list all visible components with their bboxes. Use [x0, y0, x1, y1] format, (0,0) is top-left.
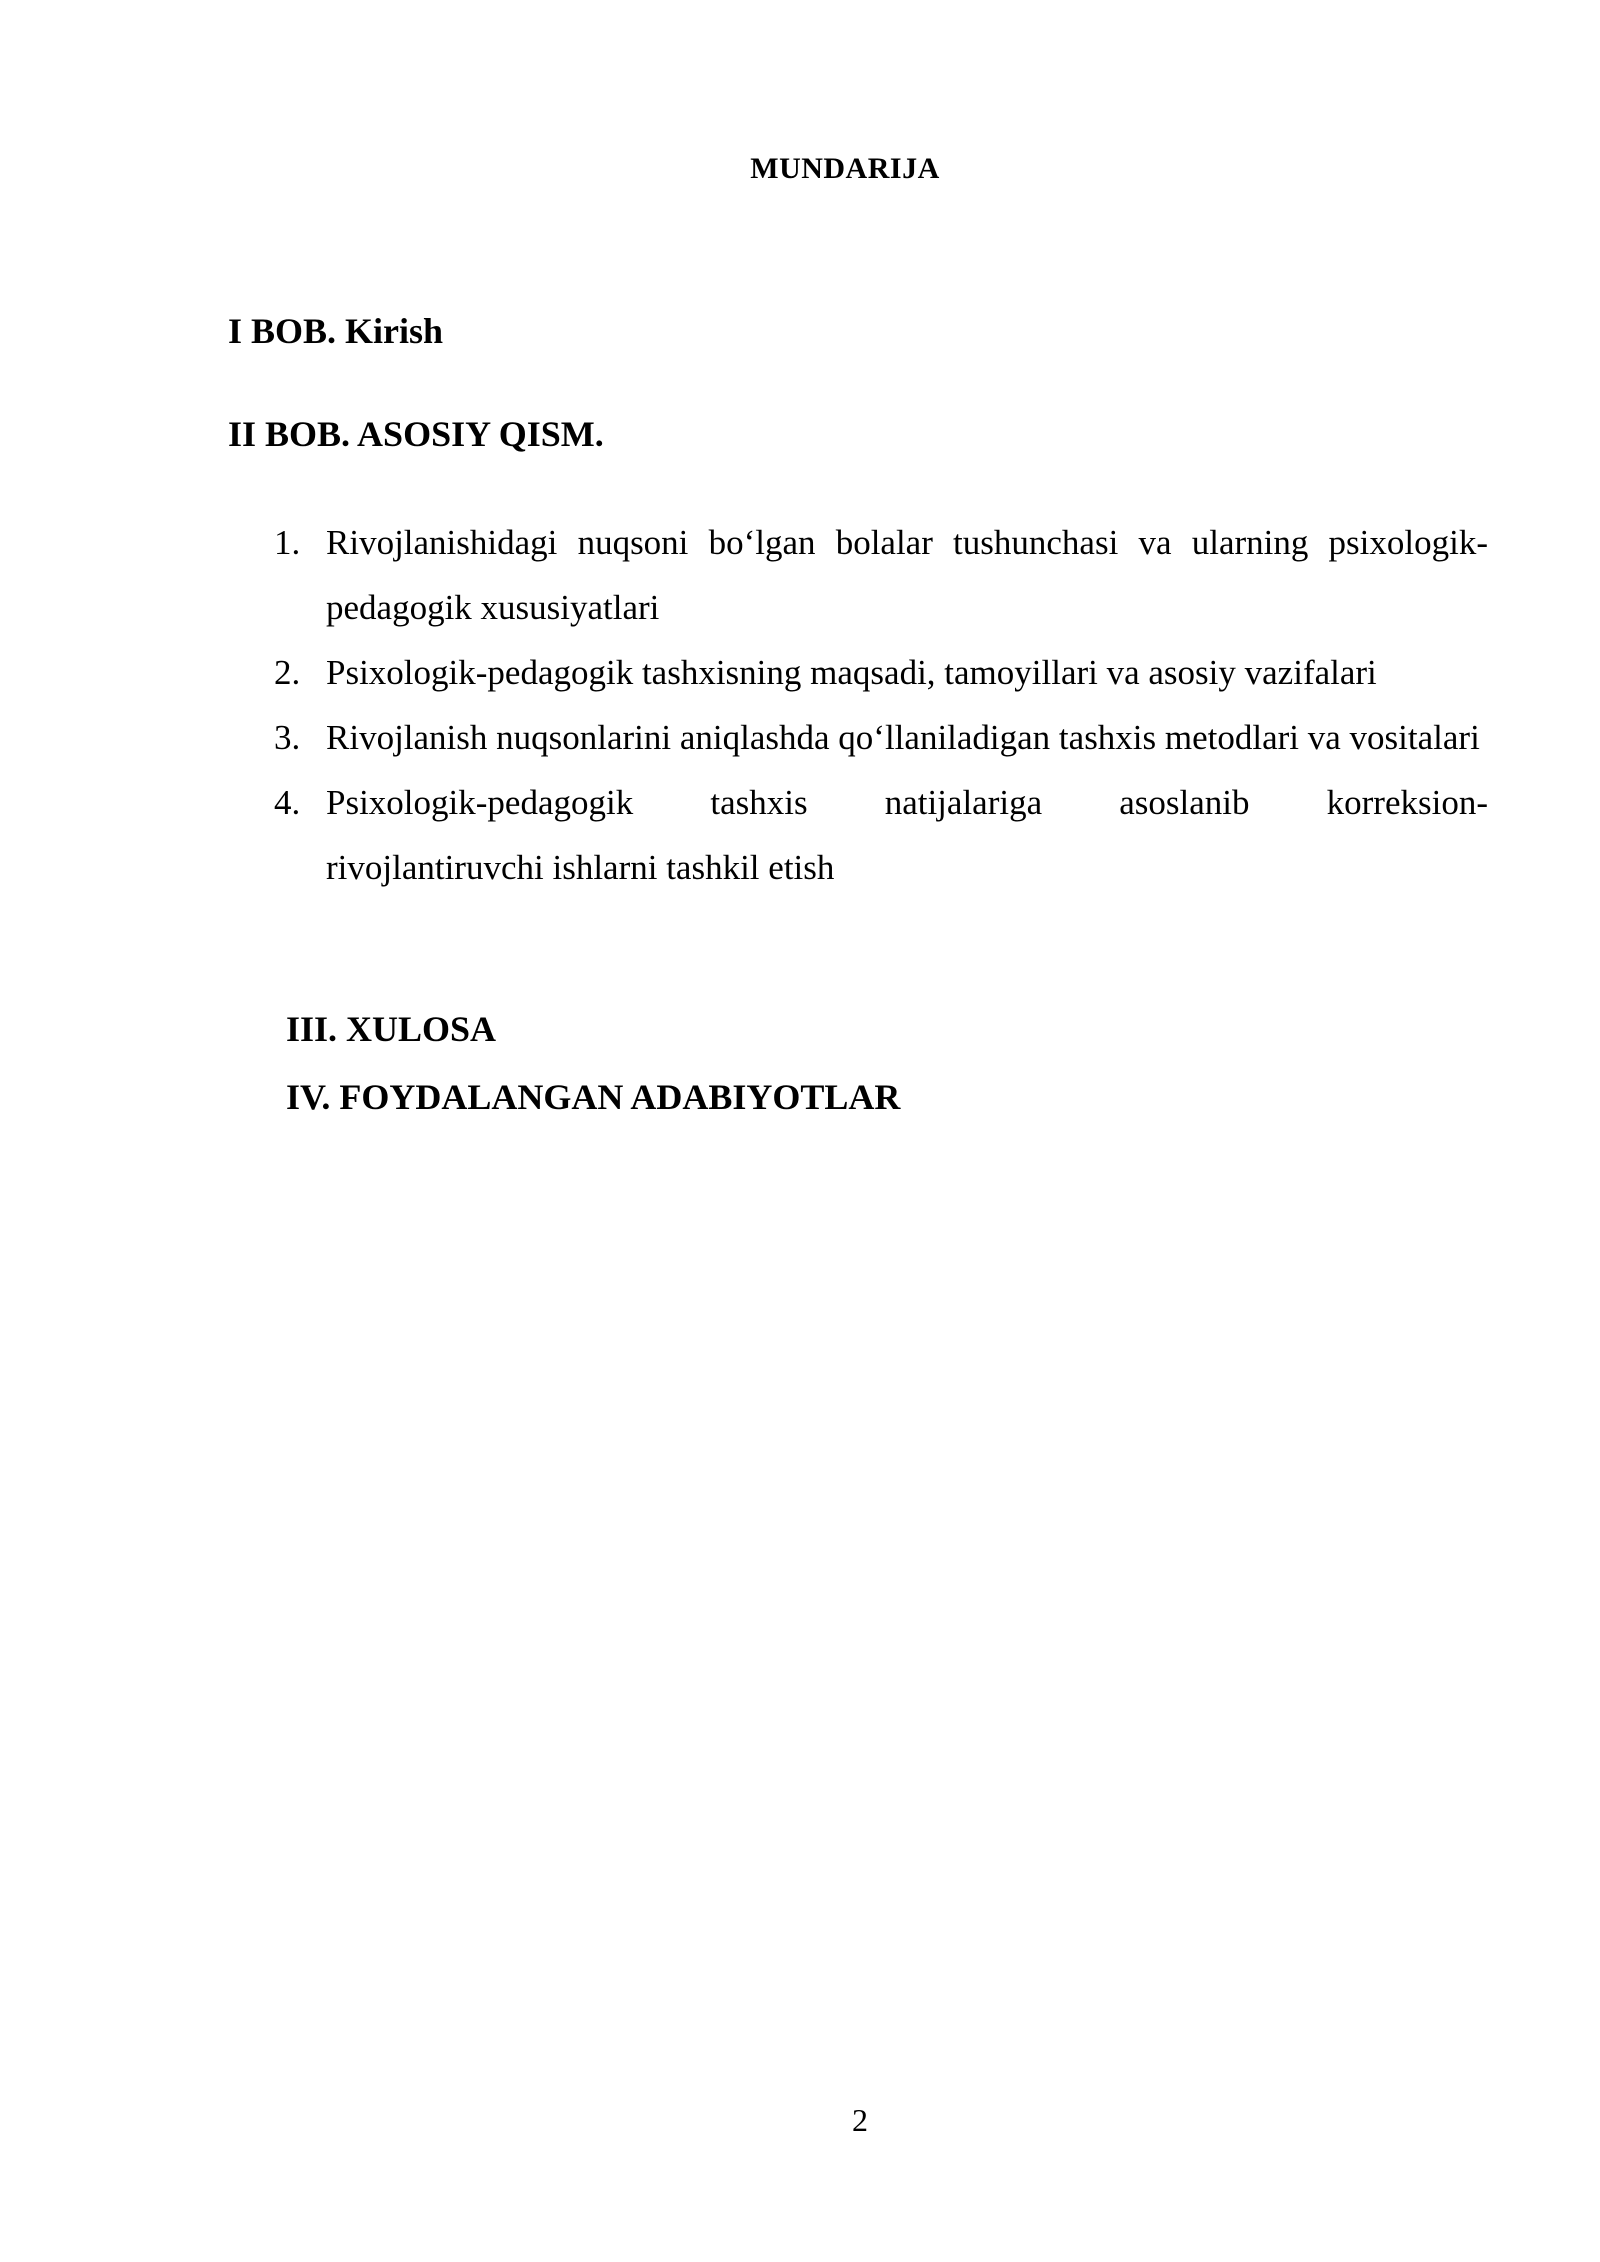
- section-item-2: [274, 640, 1488, 705]
- section-number: 3.: [274, 718, 301, 757]
- chapter-heading-2: II BOB. ASOSIY QISM.: [228, 414, 604, 454]
- section-item-4: [274, 770, 1488, 900]
- section-text-line-1: [326, 770, 1488, 835]
- toc-title: MUNDARIJA: [750, 152, 940, 185]
- section-text: Rivojlanishidagi nuqsoni bo‘lgan bolalar tushunchasi va ularning psixologik-pedagogik xususiyatlari: [326, 523, 1488, 627]
- section-word: tashxis: [710, 783, 808, 822]
- page-number: 2: [852, 2102, 868, 2138]
- section-word: natijalariga: [884, 783, 1043, 822]
- section-word: asoslanib: [1119, 783, 1250, 822]
- section-text: Psixologik-pedagogik tashxisning maqsadi, tamoyillari va asosiy vazifalari: [326, 653, 1377, 692]
- section-item-3: [274, 705, 1488, 770]
- section-list: [274, 510, 1488, 900]
- conclusion-heading: III. XULOSA: [286, 1009, 497, 1049]
- references-heading: IV. FOYDALANGAN ADABIYOTLAR: [286, 1077, 901, 1117]
- chapter-heading-1: I BOB. Kirish: [228, 311, 444, 351]
- section-number: 2.: [274, 653, 301, 692]
- section-text-line-2: rivojlantiruvchi ishlarni tashkil etish: [326, 848, 835, 887]
- section-word: korreksion-: [1326, 783, 1488, 822]
- section-word: Psixologik-pedagogik: [326, 783, 634, 822]
- section-item-1: [274, 510, 1488, 640]
- section-number: 1.: [274, 523, 301, 562]
- section-number: 4.: [274, 783, 301, 822]
- section-text: Rivojlanish nuqsonlarini aniqlashda qo‘llaniladigan tashxis metodlari va vositalari: [326, 718, 1480, 757]
